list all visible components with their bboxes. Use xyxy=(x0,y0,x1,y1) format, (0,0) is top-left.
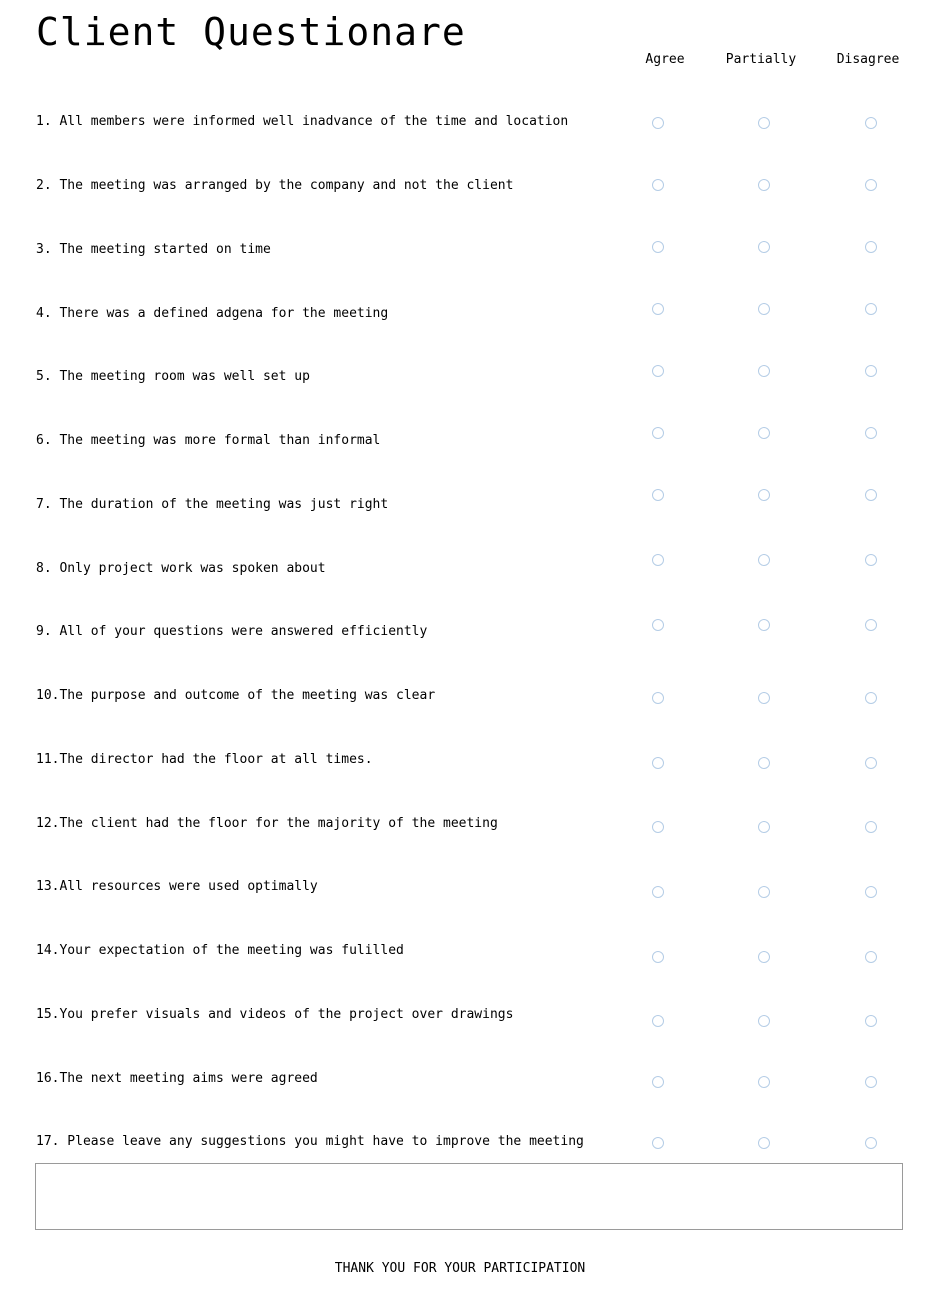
radio-q13-agree[interactable] xyxy=(652,886,664,898)
radio-q5-agree[interactable] xyxy=(652,365,664,377)
radio-q6-agree[interactable] xyxy=(652,427,664,439)
radio-q8-disagree[interactable] xyxy=(865,554,877,566)
question-label-14: 14.Your expectation of the meeting was fulilled xyxy=(36,943,404,958)
radio-q1-partially[interactable] xyxy=(758,117,770,129)
radio-q2-agree[interactable] xyxy=(652,179,664,191)
radio-q17-disagree[interactable] xyxy=(865,1137,877,1149)
question-label-10: 10.The purpose and outcome of the meeting was clear xyxy=(36,688,436,703)
radio-q9-agree[interactable] xyxy=(652,619,664,631)
radio-q11-agree[interactable] xyxy=(652,757,664,769)
radio-q3-partially[interactable] xyxy=(758,241,770,253)
suggestions-field[interactable] xyxy=(35,1163,903,1230)
radio-q3-disagree[interactable] xyxy=(865,241,877,253)
radio-q5-partially[interactable] xyxy=(758,365,770,377)
radio-q4-disagree[interactable] xyxy=(865,303,877,315)
radio-q13-disagree[interactable] xyxy=(865,886,877,898)
radio-q16-partially[interactable] xyxy=(758,1076,770,1088)
radio-q8-partially[interactable] xyxy=(758,554,770,566)
question-label-1: 1. All members were informed well inadvance of the time and location xyxy=(36,114,569,129)
radio-q11-partially[interactable] xyxy=(758,757,770,769)
radio-q7-agree[interactable] xyxy=(652,489,664,501)
radio-q14-disagree[interactable] xyxy=(865,951,877,963)
question-label-5: 5. The meeting room was well set up xyxy=(36,369,310,384)
question-label-3: 3. The meeting started on time xyxy=(36,242,271,257)
question-label-2: 2. The meeting was arranged by the company and not the client xyxy=(36,178,514,193)
radio-q14-agree[interactable] xyxy=(652,951,664,963)
page-title: Client Questionare xyxy=(36,10,466,54)
radio-q4-agree[interactable] xyxy=(652,303,664,315)
question-label-11: 11.The director had the floor at all times. xyxy=(36,752,373,767)
radio-q16-agree[interactable] xyxy=(652,1076,664,1088)
question-label-4: 4. There was a defined adgena for the meeting xyxy=(36,306,389,321)
question-label-16: 16.The next meeting aims were agreed xyxy=(36,1071,318,1086)
radio-q15-partially[interactable] xyxy=(758,1015,770,1027)
radio-q5-disagree[interactable] xyxy=(865,365,877,377)
radio-q1-disagree[interactable] xyxy=(865,117,877,129)
question-label-12: 12.The client had the floor for the majority of the meeting xyxy=(36,816,498,831)
thank-you-message: THANK YOU FOR YOUR PARTICIPATION xyxy=(334,1261,586,1276)
radio-q15-agree[interactable] xyxy=(652,1015,664,1027)
radio-q12-disagree[interactable] xyxy=(865,821,877,833)
radio-q17-agree[interactable] xyxy=(652,1137,664,1149)
radio-q2-partially[interactable] xyxy=(758,179,770,191)
question-label-7: 7. The duration of the meeting was just right xyxy=(36,497,389,512)
column-header-agree: Agree xyxy=(645,52,685,67)
radio-q8-agree[interactable] xyxy=(652,554,664,566)
radio-q17-partially[interactable] xyxy=(758,1137,770,1149)
question-label-15: 15.You prefer visuals and videos of the project over drawings xyxy=(36,1007,514,1022)
radio-q16-disagree[interactable] xyxy=(865,1076,877,1088)
radio-q10-agree[interactable] xyxy=(652,692,664,704)
question-label-9: 9. All of your questions were answered efficiently xyxy=(36,624,428,639)
radio-q10-disagree[interactable] xyxy=(865,692,877,704)
radio-q9-disagree[interactable] xyxy=(865,619,877,631)
question-label-13: 13.All resources were used optimally xyxy=(36,879,318,894)
radio-q4-partially[interactable] xyxy=(758,303,770,315)
radio-q10-partially[interactable] xyxy=(758,692,770,704)
radio-q9-partially[interactable] xyxy=(758,619,770,631)
radio-q12-agree[interactable] xyxy=(652,821,664,833)
question-label-17: 17. Please leave any suggestions you might have to improve the meeting xyxy=(36,1134,584,1149)
radio-q2-disagree[interactable] xyxy=(865,179,877,191)
radio-q11-disagree[interactable] xyxy=(865,757,877,769)
column-header-disagree: Disagree xyxy=(836,52,900,67)
radio-q1-agree[interactable] xyxy=(652,117,664,129)
question-label-8: 8. Only project work was spoken about xyxy=(36,561,326,576)
radio-q3-agree[interactable] xyxy=(652,241,664,253)
radio-q6-disagree[interactable] xyxy=(865,427,877,439)
radio-q15-disagree[interactable] xyxy=(865,1015,877,1027)
radio-q7-partially[interactable] xyxy=(758,489,770,501)
radio-q7-disagree[interactable] xyxy=(865,489,877,501)
radio-q12-partially[interactable] xyxy=(758,821,770,833)
radio-q6-partially[interactable] xyxy=(758,427,770,439)
radio-q14-partially[interactable] xyxy=(758,951,770,963)
question-label-6: 6. The meeting was more formal than informal xyxy=(36,433,381,448)
radio-q13-partially[interactable] xyxy=(758,886,770,898)
column-header-partially: Partially xyxy=(725,52,797,67)
